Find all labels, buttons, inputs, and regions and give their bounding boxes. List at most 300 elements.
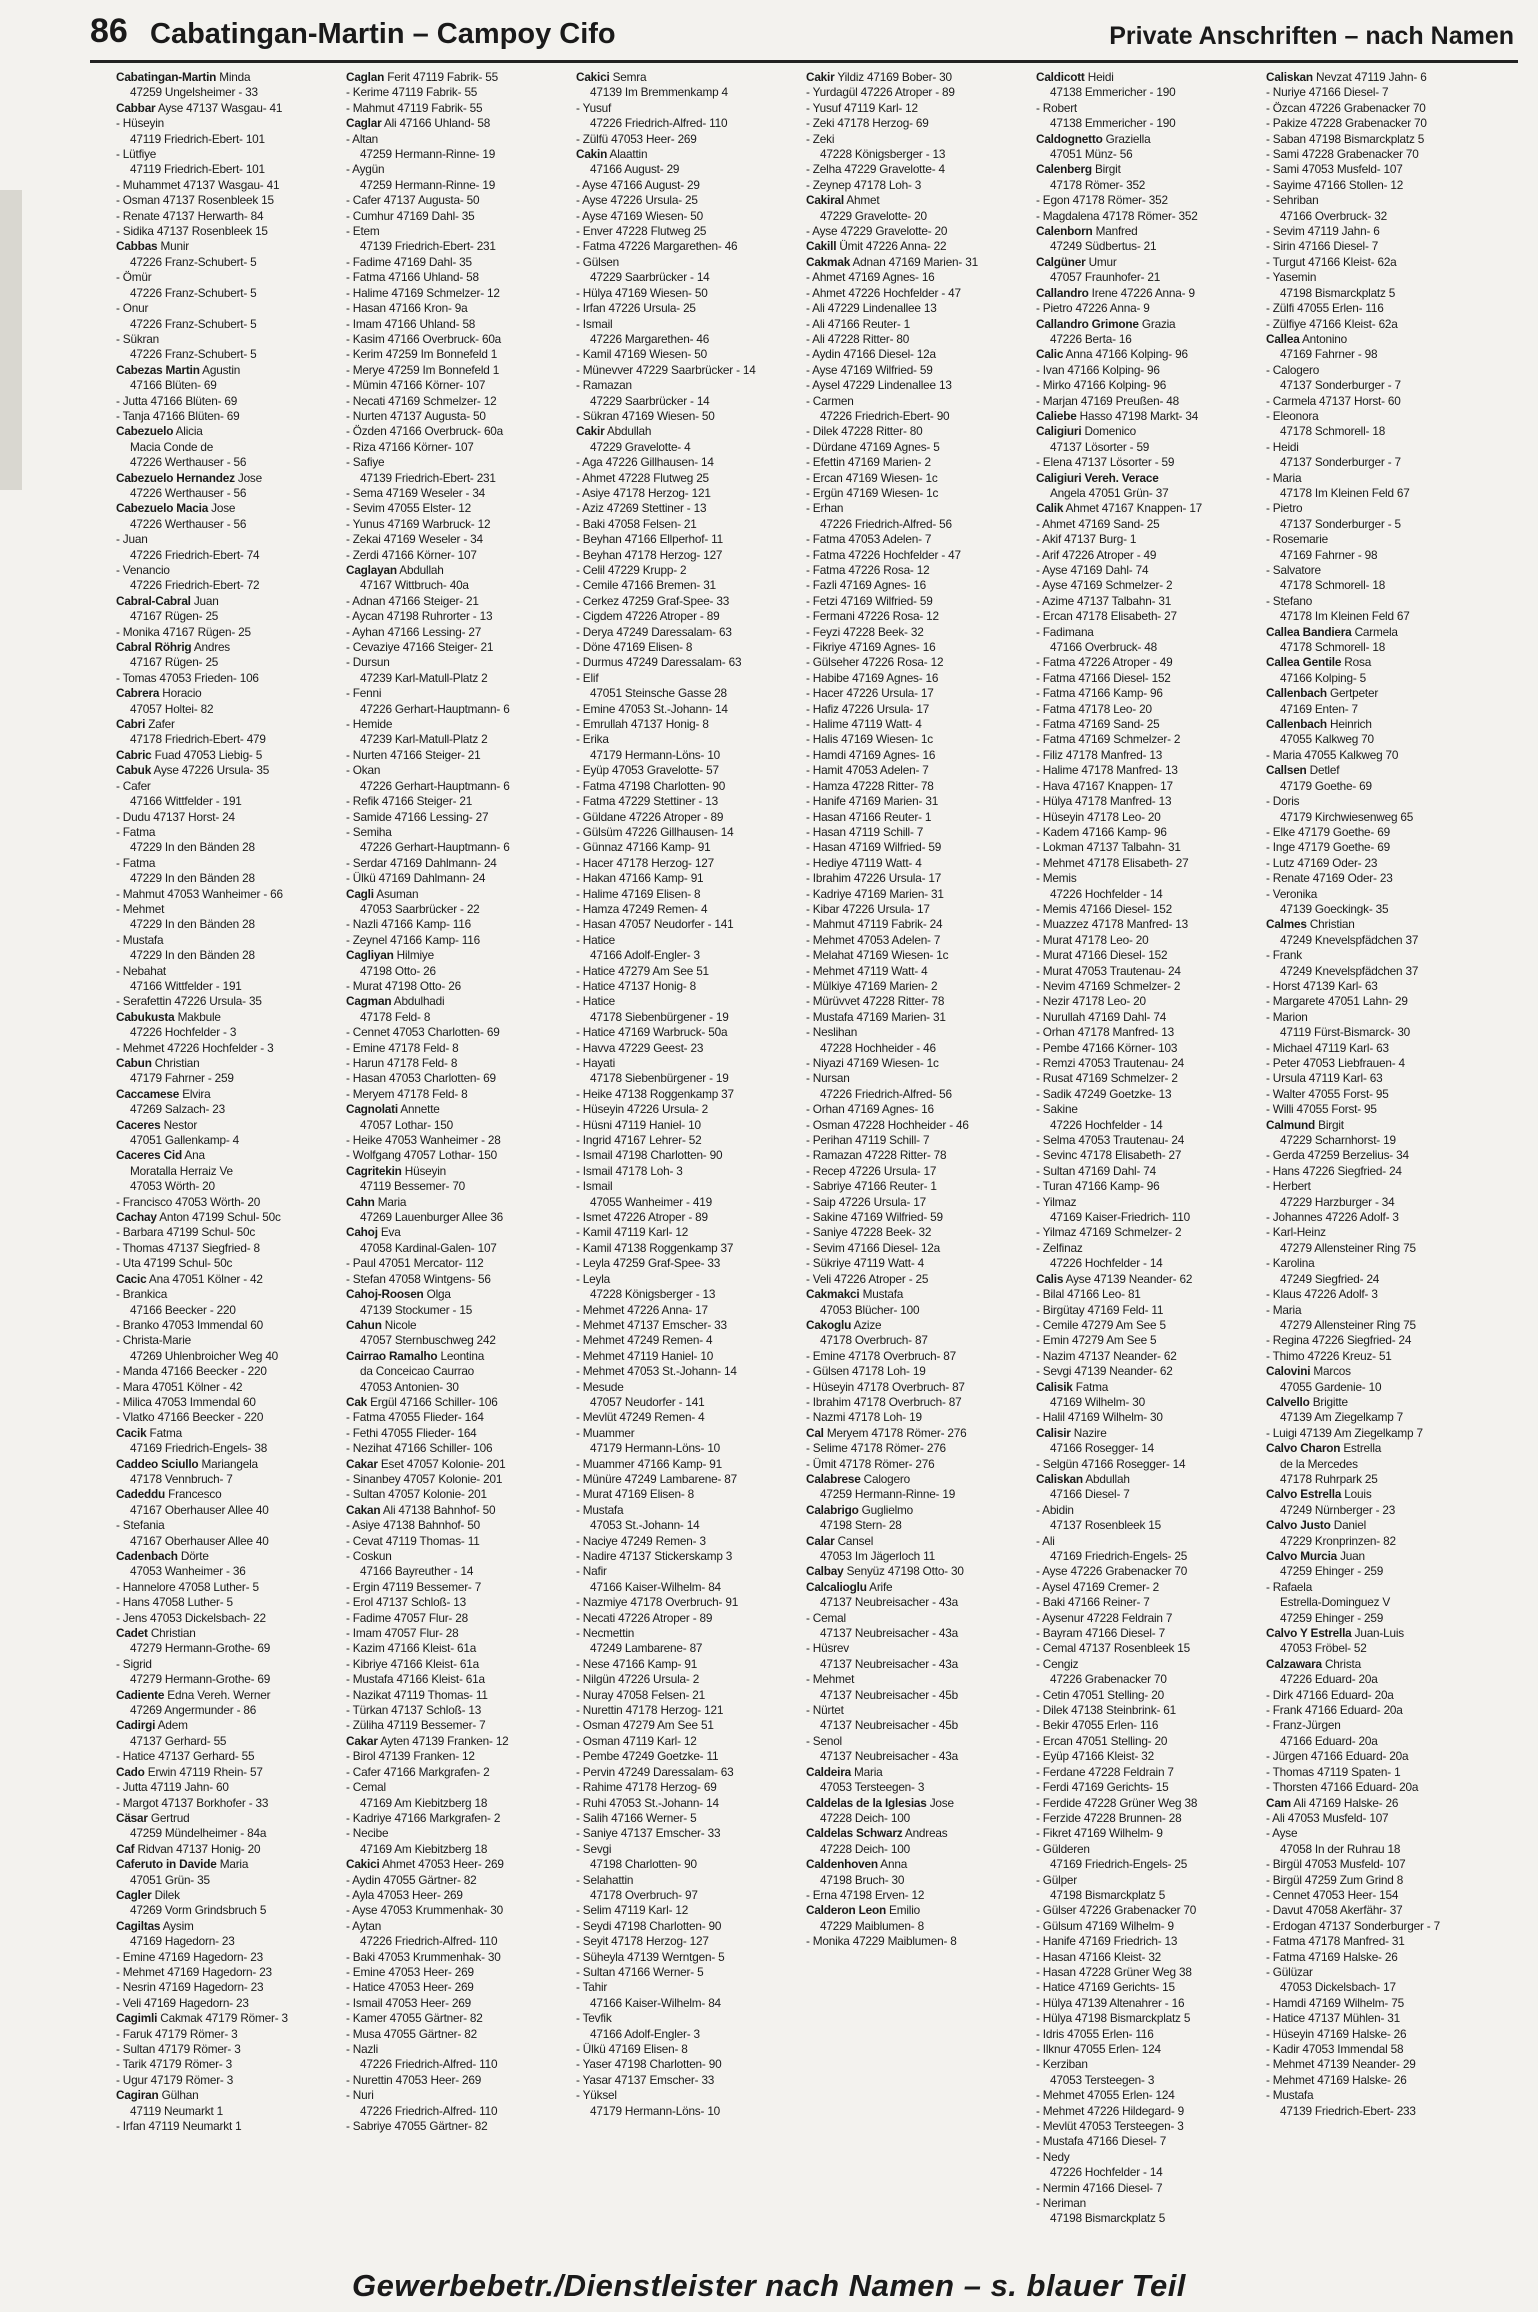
listing-entry: 47166 August- 29 (590, 162, 680, 177)
listing-entry: Cagiltas Aysim (116, 1918, 194, 1933)
listing-entry: - Hüseyin 47178 Leo- 20 (1036, 809, 1161, 824)
surname: Caligiuri Vereh. Verace (1036, 470, 1159, 485)
surname: Caglayan (346, 563, 397, 577)
listing-entry: - Luigi 47139 Am Ziegelkamp 7 (1266, 1425, 1423, 1440)
listing-entry: - Enver 47228 Flutweg 25 (576, 224, 707, 239)
listing-entry: - Frank (1266, 948, 1302, 963)
listing-entry: - Fatma 47166 Diesel- 152 (1036, 670, 1171, 685)
listing-entry: Cakmak Adnan 47169 Marien- 31 (806, 254, 978, 269)
surname: Caliskan (1036, 1471, 1083, 1486)
listing-entry: - Orhan 47178 Manfred- 13 (1036, 1025, 1174, 1040)
listing-entry: Cakici Semra (576, 70, 647, 84)
listing-entry: 47139 Im Bremmenkamp 4 (590, 85, 728, 100)
listing-entry: 47166 Overbruck- 32 (1280, 208, 1388, 223)
listing-entry: 47166 Eduard- 20a (1280, 1733, 1378, 1748)
listing-entry: 47057 Holtei- 82 (130, 701, 214, 716)
surname: Cahoj-Roosen (346, 1287, 424, 1302)
listing-entry: - Emine 47053 St.-Johann- 14 (576, 701, 728, 716)
surname: Calvo Y Estrella (1266, 1626, 1352, 1641)
listing-entry: 47167 Rügen- 25 (130, 655, 219, 670)
listing-entry: - Christa-Marie (116, 1333, 191, 1348)
listing-entry: Caldenhoven Anna (806, 1857, 908, 1872)
listing-entry: - Willi 47055 Forst- 95 (1266, 1102, 1377, 1117)
surname: Cabezuelo (116, 424, 174, 439)
surname: Callea (1266, 331, 1300, 346)
listing-entry: - Yilmaz 47169 Schmelzer- 2 (1036, 1225, 1182, 1240)
listing-entry: - Muammer 47166 Kamp- 91 (576, 1456, 723, 1471)
listing-entry: - Aziz 47269 Stettiner - 13 (576, 501, 707, 516)
listing-entry: - Ümit 47178 Römer- 276 (806, 1456, 935, 1471)
listing-entry: - Kerim 47259 Im Bonnefeld 1 (346, 347, 498, 362)
listing-entry: - Heidi (1266, 439, 1299, 454)
listing-entry: - Nürtet (806, 1703, 844, 1718)
listing-entry: - Mehmet 47137 Emscher- 33 (576, 1317, 727, 1332)
listing-entry: 47051 Steinsche Gasse 28 (590, 686, 727, 701)
listing-entry: 47053 Im Jägerloch 11 (820, 1549, 935, 1563)
listing-entry: - Faruk 47179 Römer- 3 (116, 2026, 238, 2041)
listing-entry: - Hasan 47053 Charlotten- 69 (346, 1071, 496, 1086)
listing-entry: - Fatma 47055 Flieder- 164 (346, 1410, 484, 1425)
listing-entry: - Francisco 47053 Wörth- 20 (116, 1194, 261, 1209)
listing-entry: - Walter 47055 Forst- 95 (1266, 1086, 1389, 1101)
listing-entry: - Sadik 47249 Goetzke- 13 (1036, 1086, 1172, 1101)
listing-entry: - Irfan 47226 Ursula- 25 (576, 301, 696, 316)
listing-entry: - Kerziban (1036, 2057, 1088, 2072)
listing-entry: - Ismail 47198 Charlotten- 90 (576, 1148, 723, 1163)
listing-entry: - Zekai 47169 Weseler - 34 (346, 532, 483, 547)
listing-entry: 47259 Hermann-Rinne- 19 (360, 177, 496, 192)
listing-entry: - Lutz 47169 Oder- 23 (1266, 855, 1378, 870)
surname: Calic (1036, 347, 1064, 362)
listing-entry: - Bayram 47166 Diesel- 7 (1036, 1626, 1165, 1641)
listing-entry: - Margarete 47051 Lahn- 29 (1266, 994, 1408, 1009)
listing-entry: 47198 Bismarckplatz 5 (1050, 1887, 1166, 1902)
surname: Cadenbach (116, 1549, 178, 1563)
listing-entry: - Tomas 47053 Frieden- 106 (116, 670, 259, 685)
listing-entry: - Aygün (346, 162, 385, 177)
listing-entry: - Bekir 47055 Erlen- 116 (1036, 1718, 1159, 1733)
listing-entry: - Nurullah 47169 Dahl- 74 (1036, 1009, 1167, 1024)
listing-entry: - Cengiz (1036, 1656, 1079, 1671)
surname: Caliskan (1266, 70, 1313, 84)
listing-entry: Calvello Brigitte (1266, 1394, 1348, 1409)
listing-entry: - Herbert (1266, 1179, 1311, 1194)
listing-entry: - Ayhan 47166 Lessing- 27 (346, 624, 482, 639)
listing-entry: 47167 Oberhauser Allee 40 (130, 1502, 269, 1517)
page-header (0, 0, 1538, 52)
listing-entry: - Hanife 47169 Friedrich- 13 (1036, 1934, 1178, 1949)
listing-entry: 47119 Bessemer- 70 (360, 1179, 466, 1194)
listing-entry: 47226 Friedrich-Alfred- 110 (360, 2103, 498, 2118)
surname: Caceres (116, 1117, 161, 1132)
listing-entry: - Uta 47199 Schul- 50c (116, 1256, 233, 1271)
listing-entry: - Inge 47179 Goethe- 69 (1266, 840, 1390, 855)
listing-entry: - Michael 47119 Karl- 63 (1266, 1040, 1389, 1055)
listing-entry: - Heike 47138 Roggenkamp 37 (576, 1086, 734, 1101)
listing-entry: - Melahat 47169 Wiesen- 1c (806, 948, 949, 963)
listing-entry: - Nurettin 47053 Heer- 269 (346, 2072, 482, 2087)
listing-entry: - Fatma 47166 Kamp- 96 (1036, 686, 1163, 701)
listing-entry: - Sabriye 47166 Reuter- 1 (806, 1179, 937, 1194)
listing-entry: - Zerdi 47166 Körner- 107 (346, 547, 477, 562)
listing-entry: - Ali 47166 Reuter- 1 (806, 316, 910, 331)
listing-entry: - Cafer 47166 Markgrafen- 2 (346, 1764, 490, 1779)
listing-entry: - Kamer 47055 Gärtner- 82 (346, 2011, 483, 2026)
surname: Callenbach (1266, 717, 1327, 732)
header-rule (90, 60, 1518, 63)
listing-entry: 47169 Wilhelm- 30 (1050, 1394, 1145, 1409)
listing-entry: - Murat 47053 Trautenau- 24 (1036, 963, 1181, 978)
listing-entry: - Hakan 47166 Kamp- 91 (576, 871, 704, 886)
listing-entry: 47226 Friedrich-Alfred- 110 (590, 116, 728, 131)
listing-entry: Cagritekin Hüseyin (346, 1163, 447, 1178)
listing-entry: Cakiral Ahmet (806, 193, 880, 208)
listing-entry: - Ayla 47053 Heer- 269 (346, 1887, 463, 1902)
surname: Cagiran (116, 2088, 159, 2103)
listing-entry: - Gülser 47226 Grabenacker 70 (1036, 1903, 1197, 1918)
listing-entry: 47137 Sonderburger - 5 (1280, 516, 1401, 531)
listing-entry: - Erika (576, 732, 609, 747)
listing-entry: 47053 Saarbrücker - 22 (360, 901, 480, 916)
listing-entry: - Nezir 47178 Leo- 20 (1036, 994, 1146, 1009)
listing-entry: - Mustafa 47166 Diesel- 7 (1036, 2134, 1167, 2149)
listing-entry: - Hediye 47119 Watt- 4 (806, 855, 922, 870)
listing-entry: - Sevim 47055 Elster- 12 (346, 501, 472, 516)
listing-entry: - Mehmet 47119 Watt- 4 (806, 963, 928, 978)
listing-entry: 47226 Friedrich-Ebert- 74 (130, 547, 260, 562)
listing-entry: - Necibe (346, 1826, 389, 1841)
listing-entry: - Aysel 47169 Cremer- 2 (1036, 1579, 1160, 1594)
listing-entry: Callandro Irene 47226 Anna- 9 (1036, 285, 1195, 300)
page-title: Cabatingan-Martin – Campoy Cifo (150, 18, 616, 50)
listing-entry: - Mustafa 47169 Marien- 31 (806, 1009, 946, 1024)
surname: Callsen (1266, 763, 1307, 778)
listing-entry: - Hülya 47169 Wiesen- 50 (576, 285, 708, 300)
listing-entry: - Sükran 47169 Wiesen- 50 (576, 408, 715, 423)
surname: Calisir (1036, 1425, 1071, 1440)
listing-entry: - Stefan 47058 Wintgens- 56 (346, 1271, 491, 1286)
surname: Caldenhoven (806, 1857, 878, 1872)
listing-entry: - Ayse 47229 Gravelotte- 20 (806, 224, 948, 239)
listing-entry: - Osman 47279 Am See 51 (576, 1718, 714, 1733)
listing-entry: - Nermin 47166 Diesel- 7 (1036, 2180, 1163, 2195)
listing-entry: - Hanife 47169 Marien- 31 (806, 794, 939, 809)
listing-entry: - Tevfik (576, 2011, 612, 2026)
listing-entry: - Dirk 47166 Eduard- 20a (1266, 1687, 1394, 1702)
listing-entry: 47249 Knevelspfädchen 37 (1280, 932, 1419, 947)
listing-entry: 47229 Maiblumen- 8 (820, 1918, 924, 1933)
surname: Calabrese (806, 1471, 861, 1486)
listing-entry: 47166 Overbruck- 48 (1050, 640, 1158, 655)
listing-entry: - Fatma 47053 Adelen- 7 (806, 532, 932, 547)
listing-entry: Cadenbach Dörte (116, 1549, 209, 1563)
listing-entry: - Cumhur 47169 Dahl- 35 (346, 208, 475, 223)
listing-entry: - Emine 47178 Feld- 8 (346, 1040, 459, 1055)
listing-entry: - Yunus 47169 Warbruck- 12 (346, 516, 491, 531)
listing-entry: - Halil 47169 Wilhelm- 30 (1036, 1410, 1163, 1425)
listing-entry: 47137 Neubreisacher - 45b (820, 1718, 958, 1733)
listing-entry: Caf Ridvan 47137 Honig- 20 (116, 1841, 261, 1856)
listing-entry: 47259 Hermann-Rinne- 19 (820, 1487, 956, 1502)
listing-entry: - Renate 47169 Oder- 23 (1266, 871, 1393, 886)
listing-entry: 47259 Mündelheimer - 84a (130, 1826, 267, 1841)
surname: Caf (116, 1841, 135, 1856)
listing-entry: - Thomas 47137 Siegfried- 8 (116, 1240, 260, 1255)
footer-note: Gewerbebetr./Dienstleister nach Namen – s. blauer Teil (352, 2268, 1186, 2303)
listing-entry: 47198 Charlotten- 90 (590, 1857, 697, 1872)
listing-entry: - Stefania (116, 1518, 165, 1533)
listing-entry: Cado Erwin 47119 Rhein- 57 (116, 1764, 263, 1779)
listing-entry: 47178 Römer- 352 (1050, 177, 1146, 192)
page-footer (0, 2260, 1538, 2312)
listing-entry: 47167 Wittbruch- 40a (360, 578, 469, 593)
listing-entry: - Tanja 47166 Blüten- 69 (116, 408, 240, 423)
listing-entry: - Mehmet 47226 Hildegard- 9 (1036, 2103, 1185, 2118)
listing-entry: - Hasan 47119 Schill- 7 (806, 824, 924, 839)
listing-entry: 47269 Vorm Grindsbruch 5 (130, 1903, 267, 1918)
listing-entry: Cadiente Edna Vereh. Werner (116, 1687, 271, 1702)
listing-entry: - Süheyla 47139 Werntgen- 5 (576, 1949, 725, 1964)
listing-entry: 47228 Königsberger - 13 (820, 147, 946, 162)
listing-entry: - Yüksel (576, 2088, 617, 2103)
listing-entry: - Fermani 47226 Rosa- 12 (806, 609, 939, 624)
listing-entry: - Marion (1266, 1009, 1308, 1024)
listing-entry: - Sehriban (1266, 193, 1319, 208)
listing-entry: Calderon Leon Emilio (806, 1903, 920, 1918)
listing-entry: 47279 Allensteiner Ring 75 (1280, 1317, 1416, 1332)
listing-entry: - Remzi 47053 Trautenau- 24 (1036, 1056, 1185, 1070)
listing-entry: - Rosemarie (1266, 532, 1329, 547)
listing-entry: 47269 Salzach- 23 (130, 1102, 225, 1117)
listing-entry: - Serafettin 47226 Ursula- 35 (116, 994, 262, 1009)
listing-entry: - Mehmet 47249 Remen- 4 (576, 1333, 713, 1348)
listing-entry: - Hüseyin (116, 116, 165, 131)
listing-entry: - Eyüp 47166 Kleist- 32 (1036, 1749, 1155, 1764)
listing-entry: Cagiran Gülhan (116, 2088, 199, 2103)
listing-entry: 47055 Kalkweg 70 (1280, 732, 1374, 747)
listing-entry: 47259 Ungelsheimer - 33 (130, 85, 258, 100)
surname: Cagler (116, 1887, 152, 1902)
listing-entry: - Carmela 47137 Horst- 60 (1266, 393, 1401, 408)
listing-entry: 47119 Fürst-Bismarck- 30 (1280, 1025, 1411, 1040)
surname: Callea Gentile (1266, 655, 1342, 670)
listing-entry: - Nevim 47169 Schmelzer- 2 (1036, 978, 1181, 993)
listing-entry: - Hülya 47198 Bismarckplatz 5 (1036, 2011, 1191, 2026)
surname: Cakir (576, 424, 605, 439)
listing-entry: 47178 Friedrich-Ebert- 479 (130, 732, 266, 747)
listing-entry: - Celil 47229 Krupp- 2 (576, 563, 687, 577)
listing-entry: - Hannelore 47058 Luther- 5 (116, 1579, 259, 1594)
listing-entry: Callenbach Heinrich (1266, 717, 1372, 732)
listing-entry: Cahn Maria (346, 1194, 407, 1209)
surname: Calisik (1036, 1379, 1073, 1394)
listing-entry: - Hüseyin 47226 Ursula- 2 (576, 1102, 709, 1117)
listing-entry: - Mehmet 47119 Haniel- 10 (576, 1348, 714, 1363)
surname: Cagman (346, 994, 392, 1009)
listing-entry: - Peter 47053 Liebfrauen- 4 (1266, 1056, 1405, 1070)
listing-entry: - Güldane 47226 Atroper - 89 (576, 809, 724, 824)
listing-entry: 47249 Südbertus- 21 (1050, 239, 1157, 254)
listing-entry: 47259 Ehinger - 259 (1280, 1564, 1384, 1579)
listing-entry: - Pembe 47166 Körner- 103 (1036, 1040, 1178, 1055)
listing-entry: - Nuriye 47166 Diesel- 7 (1266, 85, 1389, 100)
listing-entry: - Ali 47053 Musfeld- 107 (1266, 1810, 1389, 1825)
listing-entry: - Ayse 47169 Wilfried- 59 (806, 362, 933, 377)
listing-entry: Cabun Christian (116, 1056, 200, 1070)
listing-entry: - Fatma 47226 Hochfelder - 47 (806, 547, 961, 562)
listing-entry: 47053 St.-Johann- 14 (590, 1518, 700, 1533)
listing-entry: - Nazim 47137 Neander- 62 (1036, 1348, 1177, 1363)
listing-entry: - Heike 47053 Wanheimer - 28 (346, 1133, 501, 1148)
listing-entry: Callandro Grimone Grazia (1036, 316, 1176, 331)
listing-entry: - Fazli 47169 Agnes- 16 (806, 578, 926, 593)
listing-entry: - Horst 47139 Karl- 63 (1266, 978, 1378, 993)
page-number: 86 (90, 12, 128, 50)
listing-entry: 47259 Hermann-Rinne- 19 (360, 147, 496, 162)
listing-entry: - Mehmet 47178 Elisabeth- 27 (1036, 855, 1189, 870)
surname: Calvello (1266, 1394, 1310, 1409)
listing-entry: 47169 Am Kiebitzberg 18 (360, 1795, 488, 1810)
listing-entry: - Sevinc 47178 Elisabeth- 27 (1036, 1148, 1182, 1163)
listing-entry: 47169 Friedrich-Engels- 38 (130, 1441, 268, 1456)
listing-entry: 47166 Adolf-Engler- 3 (590, 2026, 700, 2041)
listing-entry: Cakoglu Azize (806, 1317, 882, 1332)
listing-entry: - Gülderen (1036, 1841, 1090, 1856)
listing-entry: - Zeynel 47166 Kamp- 116 (346, 932, 481, 947)
listing-entry: 47178 Schmorell- 18 (1280, 424, 1386, 439)
listing-entry: 47226 Hochfelder - 3 (130, 1025, 237, 1040)
listing-entry: - Sigrid (116, 1656, 152, 1671)
listing-entry: Cabatingan-Martin Minda (116, 70, 251, 84)
listing-entry: 47198 Bismarckplatz 5 (1280, 285, 1396, 300)
listing-entry: 47249 Siegfried- 24 (1280, 1271, 1380, 1286)
listing-entry: - Sükran (116, 331, 159, 346)
listing-entry: - Dilek 47138 Steinbrink- 61 (1036, 1703, 1176, 1718)
listing-entry: - Sevgi 47139 Neander- 62 (1036, 1364, 1173, 1379)
surname: Calik (1036, 501, 1064, 516)
listing-entry: 47137 Sonderburger - 7 (1280, 378, 1401, 393)
listing-entry: Caceres Nestor (116, 1117, 198, 1132)
listing-entry: 47179 Kirchwiesenweg 65 (1280, 809, 1414, 824)
listing-entry: Angela 47051 Grün- 37 (1050, 485, 1169, 500)
surname: Cabral-Cabral (116, 593, 191, 608)
listing-entry: - Marjan 47169 Preußen- 48 (1036, 393, 1179, 408)
listing-entry: - Birgül 47053 Musfeld- 107 (1266, 1857, 1406, 1872)
surname: Calis (1036, 1271, 1064, 1286)
listing-entry: Calvo Murcia Juan (1266, 1549, 1365, 1563)
surname: Calcalioglu (806, 1579, 867, 1594)
listing-entry: - Wolfgang 47057 Lothar- 150 (346, 1148, 497, 1163)
listing-entry: - Ramazan 47228 Ritter- 78 (806, 1148, 947, 1163)
listing-entry: - Sultan 47057 Kolonie- 201 (346, 1487, 487, 1502)
listing-entry: - Sinanbey 47057 Kolonie- 201 (346, 1471, 503, 1486)
listing-column-5 (1036, 70, 1262, 2255)
listing-entry: - Monika 47167 Rügen- 25 (116, 624, 251, 639)
listing-entry: 47139 Friedrich-Ebert- 233 (1280, 2103, 1416, 2118)
listing-entry: - Ismail 47053 Heer- 269 (346, 1995, 472, 2010)
listing-entry: - Vlatko 47166 Beecker - 220 (116, 1410, 264, 1425)
listing-entry: - Salvatore (1266, 563, 1321, 577)
listing-entry: - Ali 47229 Lindenallee 13 (806, 301, 937, 316)
listing-entry: - Emine 47178 Overbruch- 87 (806, 1348, 957, 1363)
listing-entry: - Ismail (576, 1179, 613, 1194)
listing-entry: - Sidika 47137 Rosenbleek 15 (116, 224, 268, 239)
listing-entry: - Pietro 47226 Anna- 9 (1036, 301, 1150, 316)
listing-entry: 47169 Kaiser-Friedrich- 110 (1050, 1210, 1190, 1225)
listing-entry: - Hacer 47178 Herzog- 127 (576, 855, 714, 870)
listing-entry: Cahoj-Roosen Olga (346, 1287, 451, 1302)
listing-entry: - Calogero (1266, 362, 1320, 377)
surname: Cakin (576, 147, 608, 162)
listing-entry: - Emin 47279 Am See 5 (1036, 1333, 1157, 1348)
listing-entry: - Regina 47226 Siegfried- 24 (1266, 1333, 1412, 1348)
listing-entry: - Mahmut 47053 Wanheimer - 66 (116, 886, 283, 901)
listing-entry: 47166 Kolping- 5 (1280, 670, 1367, 685)
listing-entry: Caceres Cid Ana (116, 1148, 205, 1163)
surname: Cabric (116, 747, 152, 762)
listing-entry: - Robert (1036, 100, 1078, 115)
listing-entry: 47226 Margarethen- 46 (590, 331, 710, 346)
listing-entry: 47119 Neumarkt 1 (130, 2103, 223, 2118)
listing-entry: - Sakine (1036, 1102, 1078, 1117)
listing-entry: - Okan (346, 763, 381, 778)
listing-entry: - Ergün 47169 Wiesen- 1c (806, 485, 939, 500)
listing-entry: - Sultan 47166 Werner- 5 (576, 1964, 704, 1979)
listing-entry: - Nuri (346, 2088, 374, 2103)
listing-entry: - Ülkü 47169 Dahlmann- 24 (346, 871, 486, 886)
listing-entry: - Ilknur 47055 Erlen- 124 (1036, 2042, 1161, 2056)
listing-entry: - Fatma 47178 Manfred- 31 (1266, 1934, 1405, 1949)
listing-entry: 47051 Grün- 35 (130, 1872, 210, 1887)
listing-entry: - Selahattin (576, 1872, 634, 1887)
listing-entry: Calvo Justo Daniel (1266, 1518, 1366, 1533)
listing-entry: - Ayse 47053 Krummenhak- 30 (346, 1903, 504, 1918)
listing-entry: - Stefano (1266, 593, 1313, 608)
listing-entry: - Ülkü 47169 Elisen- 8 (576, 2042, 688, 2056)
listing-entry: - Dürdane 47169 Agnes- 5 (806, 439, 940, 454)
listing-entry: - Necmettin (576, 1626, 635, 1641)
listing-entry: 47226 Gerhart-Hauptmann- 6 (360, 778, 510, 793)
listing-entry: 47226 Franz-Schubert- 5 (130, 316, 257, 331)
listing-entry: Caliskan Abdullah (1036, 1471, 1130, 1486)
listing-entry: Cam Ali 47169 Halske- 26 (1266, 1795, 1399, 1810)
listing-entry: Cakici Ahmet 47053 Heer- 269 (346, 1857, 504, 1872)
listing-entry: - Gülper (1036, 1872, 1078, 1887)
listing-entry: 47166 Kaiser-Wilhelm- 84 (590, 1579, 721, 1594)
surname: Cabukusta (116, 1009, 175, 1024)
listing-entry: - Efettin 47169 Marien- 2 (806, 455, 931, 470)
listing-entry: - Hatice (576, 994, 616, 1009)
listing-entry: - Samide 47166 Lessing- 27 (346, 809, 489, 824)
listing-entry: 47249 Knevelspfädchen 37 (1280, 963, 1419, 978)
listing-entry: - Murat 47178 Leo- 20 (1036, 932, 1149, 947)
listing-entry: - Hava 47167 Knappen- 17 (1036, 778, 1173, 793)
listing-entry: - Venancio (116, 563, 170, 577)
listing-entry: 47169 Am Kiebitzberg 18 (360, 1841, 488, 1856)
listing-entry: 47178 Ruhrpark 25 (1280, 1471, 1378, 1486)
surname: Cam (1266, 1795, 1291, 1810)
listing-entry: - Cevaziye 47166 Steiger- 21 (346, 640, 494, 655)
listing-entry: - Sultan 47179 Römer- 3 (116, 2042, 241, 2056)
surname: Cadet (116, 1626, 148, 1641)
listing-entry: - Filiz 47178 Manfred- 13 (1036, 747, 1163, 762)
listing-entry: - Hasan 47166 Kleist- 32 (1036, 1949, 1162, 1964)
listing-entry: - Hatice 47169 Warbruck- 50a (576, 1025, 728, 1040)
listing-entry: - Zeki (806, 131, 835, 146)
listing-entry: 47169 Fahrner - 98 (1280, 547, 1378, 562)
listing-entry: - Beyhan 47178 Herzog- 127 (576, 547, 723, 562)
surname: Cal (806, 1425, 824, 1440)
